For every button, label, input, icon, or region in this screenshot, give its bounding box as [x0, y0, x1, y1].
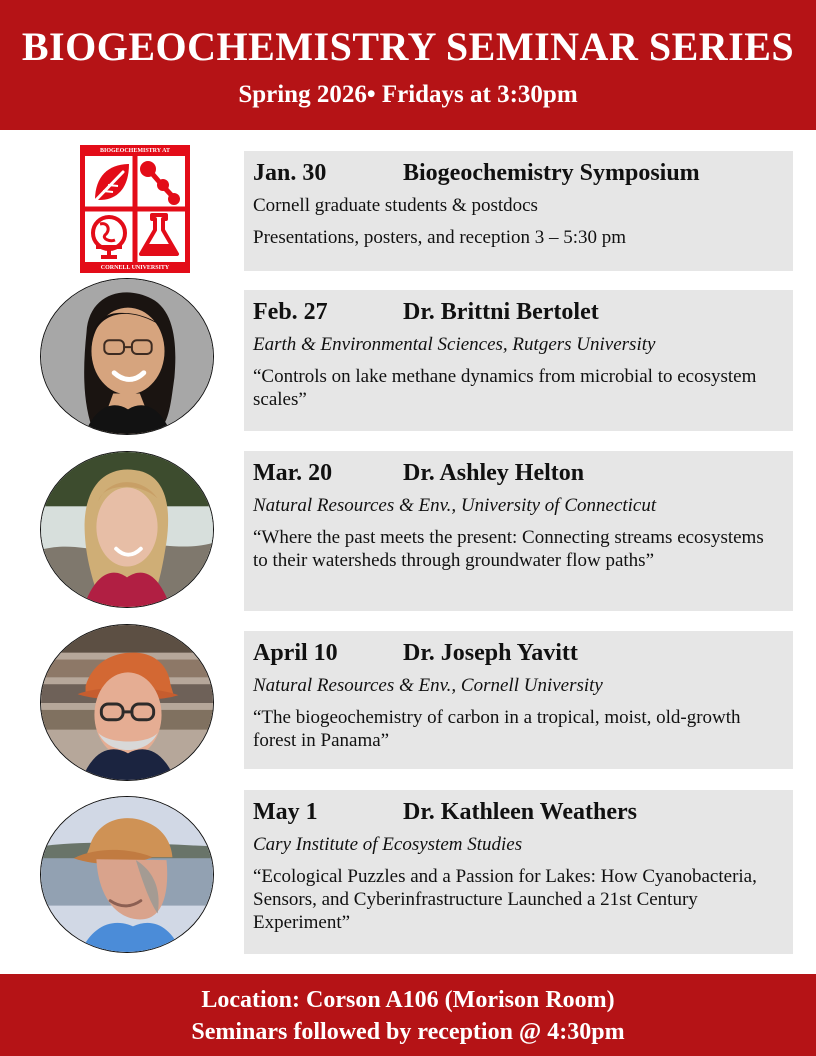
biogeochemistry-logo	[80, 145, 190, 273]
reception-text: Seminars followed by reception @ 4:30pm	[191, 1019, 625, 1045]
header-banner	[0, 0, 816, 130]
logo-quadrant-icons	[85, 156, 185, 262]
event-title: Dr. Brittni Bertolet	[403, 299, 599, 325]
logo-bottom-text: CORNELL UNIVERSITY	[100, 265, 170, 271]
event-title: Dr. Ashley Helton	[403, 460, 585, 486]
event-description: “Ecological Puzzles and a Passion for Lakes: How Cyanobacteria, Sensors, and Cyberinfrastructure Launched a 21st Century Experiment”	[253, 866, 757, 933]
portrait-kathleen-weathers	[40, 796, 214, 953]
event-affiliation: Natural Resources & Env., Cornell University	[253, 675, 603, 696]
event-description: “Where the past meets the present: Connecting streams ecosystems to their watersheds through groundwater flow paths”	[253, 527, 764, 571]
portrait-ashley-helton	[40, 451, 214, 608]
page-subtitle: Spring 2026• Fridays at 3:30pm	[238, 81, 578, 108]
event-heading	[253, 798, 783, 826]
event-date: Feb. 27	[253, 299, 328, 325]
event-card-helton	[244, 451, 793, 611]
event-title: Dr. Joseph Yavitt	[403, 640, 578, 666]
event-date: April 10	[253, 640, 338, 666]
event-heading	[253, 459, 783, 487]
event-card-weathers	[244, 790, 793, 954]
event-heading	[253, 639, 783, 667]
page-title: BIOGEOCHEMISTRY SEMINAR SERIES	[21, 24, 795, 69]
event-description: “The biogeochemistry of carbon in a tropical, moist, old-growth forest in Panama”	[253, 707, 741, 751]
event-card-symposium	[244, 151, 793, 271]
event-date: Mar. 20	[253, 460, 333, 486]
event-affiliation: Cary Institute of Ecosystem Studies	[253, 834, 523, 855]
event-title: Biogeochemistry Symposium	[403, 160, 700, 186]
event-affiliation: Cornell graduate students & postdocs	[253, 195, 538, 216]
event-heading	[253, 159, 783, 187]
portrait-joseph-yavitt	[40, 624, 214, 781]
event-description: “Controls on lake methane dynamics from microbial to ecosystem scales”	[253, 366, 757, 410]
portrait-brittni-bertolet	[40, 278, 214, 435]
event-date: Jan. 30	[253, 160, 327, 186]
event-title: Dr. Kathleen Weathers	[403, 799, 637, 825]
location-text: Location: Corson A106 (Morison Room)	[201, 987, 615, 1013]
event-affiliation: Earth & Environmental Sciences, Rutgers University	[253, 334, 656, 355]
event-affiliation: Natural Resources & Env., University of Connecticut	[253, 495, 657, 516]
event-card-bertolet	[244, 290, 793, 431]
logo-top-text: BIOGEOCHEMISTRY AT	[100, 148, 170, 154]
event-heading	[253, 298, 783, 326]
footer-banner	[0, 974, 816, 1056]
event-card-yavitt	[244, 631, 793, 769]
event-date: May 1	[253, 799, 318, 825]
event-description: Presentations, posters, and reception 3 – 5:30 pm	[253, 227, 627, 248]
